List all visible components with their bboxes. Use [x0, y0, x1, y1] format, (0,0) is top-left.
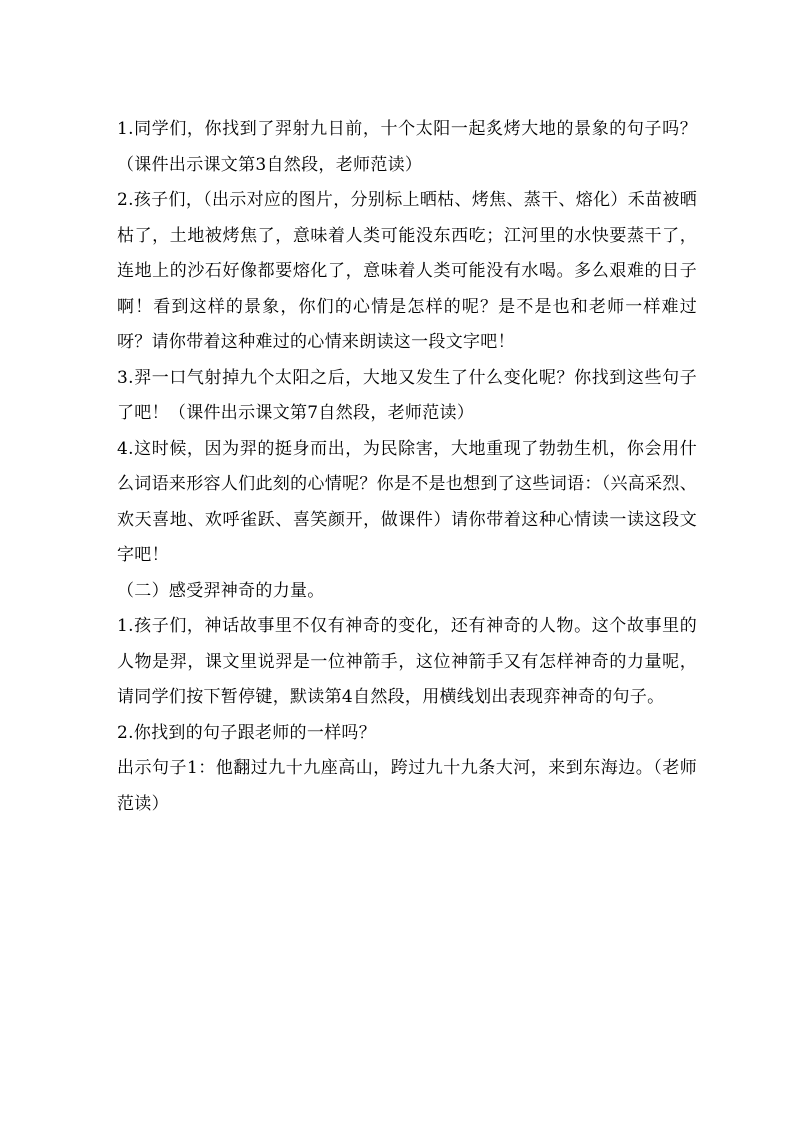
- section-heading: （二）感受羿神奇的力量。: [117, 580, 325, 601]
- paragraph-1: 1.同学们，你找到了羿射九日前，十个太阳一起炙烤大地的景象的句子吗？（课件出示课文第3自然段，老师范读）: [117, 119, 697, 175]
- paragraph-2: 2.孩子们，（出示对应的图片，分别标上晒枯、烤焦、蒸干、熔化）禾苗被晒枯了，土地被烤焦了，意味着人类可能没东西吃；江河里的水快要蒸干了，连地上的沙石好像都要熔化了，意味着人类可能没有水喝。多么艰难的日子啊！看到这样的景象，你们的心情是怎样的呢？是不是也和老师一样难过呀？请你带着这种难过的心情来朗读这一段文字吧！: [117, 190, 697, 352]
- paragraph-4: 4.这时候，因为羿的挺身而出，为民除害，大地重现了勃勃生机，你会用什么词语来形容人们此刻的心情呢？你是不是也想到了这些词语：（兴高采烈、欢天喜地、欢呼雀跃、喜笑颜开，做课件）请你带着这种心情读一读这段文字吧！: [117, 438, 697, 565]
- document-body: [117, 112, 697, 822]
- paragraph-6: 2.你找到的句子跟老师的一样吗？: [117, 722, 377, 743]
- paragraph-5: 1.孩子们，神话故事里不仅有神奇的变化，还有神奇的人物。这个故事里的人物是羿，课文里说羿是一位神箭手，这位神箭手又有怎样神奇的力量呢，请同学们按下暂停键，默读第4自然段，用横线划出表现弈神奇的句子。: [117, 616, 697, 707]
- paragraph-3: 3.羿一口气射掉九个太阳之后，大地又发生了什么变化呢？你找到这些句子了吧！（课件出示课文第7自然段，老师范读）: [117, 367, 697, 423]
- paragraph-7: 出示句子1：他翻过九十九座高山，跨过九十九条大河，来到东海边。（老师范读）: [117, 758, 697, 814]
